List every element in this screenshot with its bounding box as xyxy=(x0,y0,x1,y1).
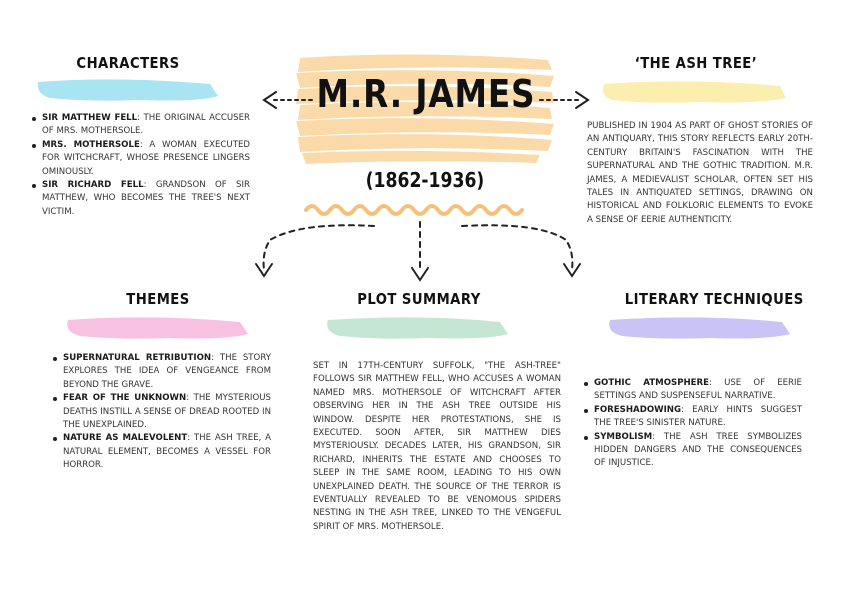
arrow-to-themes xyxy=(256,225,374,276)
list-item-text: : THE ORIGINAL ACCUSER OF MRS. MOTHERSOLE. xyxy=(42,113,250,137)
plot-heading: PLOT SUMMARY xyxy=(357,290,481,308)
characters-swash xyxy=(38,79,218,100)
list-item-term: FORESHADOWING xyxy=(594,404,682,415)
list-item-text: : USE OF EERIE SETTINGS AND SUSPENSEFUL NARRATIVE. xyxy=(594,378,802,402)
list-item xyxy=(63,432,271,472)
themes-swash xyxy=(67,317,248,338)
list-item xyxy=(42,112,250,139)
list-item xyxy=(63,392,271,432)
squiggle-underline xyxy=(306,206,522,214)
plot-paragraph: SET IN 17TH-CENTURY SUFFOLK, "THE ASH-TREE" FOLLOWS SIR MATTHEW FELL, WHO ACCUSES A WOMAN NAMED MRS. MOTHERSOLE OF WITCHCRAFT AFTER OBSERVING HER IN THE ASH TREE OUTSIDE HIS WINDOW. DESPITE HER PROTESTATIONS, SHE IS EXECUTED. SOON AFTER, SIR MATTHEW DIES MYSTERIOUSLY. DECADES LATER, HIS GRANDSON, SIR RICHARD, INHERITS THE ESTATE AND CHOOSES TO SLEEP IN THE SAME ROOM, LEADING TO HIS OWN UNEXPLAINED DEATH. THE SOURCE OF THE TERROR IS EVENTUALLY REVEALED TO BE VENOMOUS SPIDERS NESTING IN THE ASH TREE, LINKED TO THE VENGEFUL SPIRIT OF MRS. MOTHERSOLE. xyxy=(313,361,561,532)
list-item xyxy=(63,352,271,392)
ash-tree-paragraph: PUBLISHED IN 1904 AS PART OF GHOST STORIES OF AN ANTIQUARY, THIS STORY REFLECTS EARLY 20TH-CENTURY BRITAIN'S FASCINATION WITH THE SUPERNATURAL AND THE GOTHIC TRADITION. M.R. JAMES, A MEDIEVALIST SCHOLAR, OFTEN SET HIS TALES IN ANTIQUATED SETTINGS, DRAWING ON HISTORICAL AND FOLKLORIC ELEMENTS TO EVOKE A SENSE OF EERIE AUTHENTICITY. xyxy=(587,121,813,225)
techniques-heading: LITERARY TECHNIQUES xyxy=(624,290,804,308)
list-item-term: SUPERNATURAL RETRIBUTION xyxy=(63,353,212,363)
list-item-term: SIR MATTHEW FELL xyxy=(42,113,138,123)
life-dates: (1862-1936) xyxy=(365,168,485,192)
characters-list xyxy=(42,112,250,219)
list-item-text: : GRANDSON OF SIR MATTHEW, WHO BECOMES THE TREE'S NEXT VICTIM. xyxy=(42,180,250,217)
themes-heading: THEMES xyxy=(126,290,190,308)
list-item-term: SIR RICHARD FELL xyxy=(42,180,144,191)
list-item xyxy=(594,377,802,404)
list-item xyxy=(594,431,802,471)
list-item-text: : A WOMAN EXECUTED FOR WITCHCRAFT, WHOSE PRESENCE LINGERS OMINOUSLY. xyxy=(42,139,250,177)
list-item-text: : THE ASH TREE, A NATURAL ELEMENT, BECOMES A VESSEL FOR HORROR. xyxy=(63,433,271,471)
list-item-term: FEAR OF THE UNKNOWN xyxy=(63,393,187,404)
list-item xyxy=(42,179,250,219)
arrow-to-techniques xyxy=(462,225,580,276)
ash-tree-swash xyxy=(603,81,786,102)
page-title: M.R. JAMES xyxy=(316,72,536,116)
list-item-text: : THE ASH TREE SYMBOLIZES HIDDEN DANGERS AND THE CONSEQUENCES OF INJUSTICE. xyxy=(594,431,802,469)
list-item-text: : EARLY HINTS SUGGEST THE TREE'S SINISTER NATURE. xyxy=(594,404,802,429)
list-item-term: NATURE AS MALEVOLENT xyxy=(63,433,188,444)
arrow-to-plot xyxy=(412,222,428,280)
list-item-term: SYMBOLISM xyxy=(594,431,653,442)
plot-swash xyxy=(327,317,508,338)
themes-list xyxy=(63,352,271,473)
list-item-text: : THE STORY EXPLORES THE IDEA OF VENGEANCE FROM BEYOND THE GRAVE. xyxy=(63,353,271,390)
list-item-text: : THE MYSTERIOUS DEATHS INSTILL A SENSE OF DREAD ROOTED IN THE UNEXPLAINED. xyxy=(63,393,271,431)
list-item-term: GOTHIC ATMOSPHERE xyxy=(594,378,710,388)
techniques-list xyxy=(594,377,802,471)
techniques-swash xyxy=(609,317,790,338)
list-item xyxy=(594,404,802,431)
list-item-term: MRS. MOTHERSOLE xyxy=(42,139,140,150)
ash-tree-heading: ‘THE ASH TREE’ xyxy=(634,54,758,72)
characters-heading: CHARACTERS xyxy=(76,54,180,72)
list-item xyxy=(42,139,250,179)
